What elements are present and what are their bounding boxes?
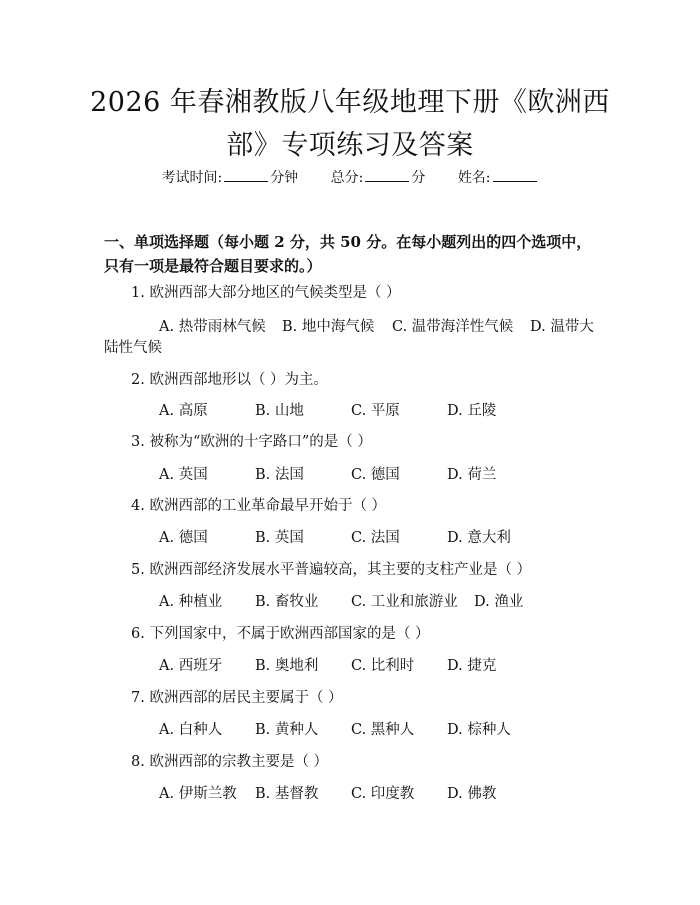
option-a: A. 热带雨林气候 (159, 319, 266, 335)
option-a: A. 德国 (159, 530, 208, 546)
question-stem: 8. 欧洲西部的宗教主要是（ ） (131, 754, 329, 770)
question-options (159, 590, 523, 611)
title-line-2: 部》专项练习及答案 (226, 130, 474, 161)
question-options (159, 526, 543, 547)
score-blank (365, 169, 409, 182)
option-c: C. 德国 (351, 467, 400, 483)
option-b: B. 山地 (255, 403, 304, 419)
option-a: A. 西班牙 (159, 658, 223, 674)
question-options (159, 718, 543, 739)
option-a: A. 高原 (159, 403, 208, 419)
option-c: C. 比利时 (351, 658, 415, 674)
option-d: D. 荷兰 (447, 467, 497, 483)
question-stem: 3. 被称为“欧洲的十字路口”的是（ ） (131, 434, 372, 450)
option-b: B. 地中海气候 (282, 319, 375, 335)
question-stem: 4. 欧洲西部的工业革命最早开始于（ ） (131, 498, 387, 514)
option-c: C. 工业和旅游业 (351, 594, 458, 610)
time-field: 考试时间: 分钟 (161, 170, 299, 186)
option-a: A. 伊斯兰教 (159, 786, 237, 802)
option-a: A. 种植业 (159, 594, 223, 610)
question-options (159, 654, 543, 675)
question-stem: 2. 欧洲西部地形以（ ）为主。 (131, 372, 329, 388)
option-c: C. 印度教 (351, 786, 415, 802)
section-heading: 一、单项选择题（每小题 2 分，共 50 分。在每小题列出的四个选项中，只有一项是最符合题目要求的。） (104, 233, 592, 275)
option-b: B. 基督教 (255, 786, 319, 802)
option-b: B. 法国 (255, 467, 304, 483)
option-c: C. 平原 (351, 403, 400, 419)
option-d: D. 佛教 (447, 786, 497, 802)
option-c: C. 黑种人 (351, 722, 415, 738)
time-blank (224, 169, 268, 182)
option-d: D. 意大利 (447, 530, 511, 546)
option-a: A. 白种人 (159, 722, 223, 738)
option-b: B. 畜牧业 (255, 594, 319, 610)
option-a: A. 英国 (159, 467, 208, 483)
exam-meta (0, 167, 700, 187)
option-wrap: 陆性气候 (104, 340, 162, 356)
question-options (159, 463, 543, 484)
question-stem: 7. 欧洲西部的居民主要属于（ ） (131, 690, 343, 706)
question-options (159, 399, 543, 420)
question-stem: 1. 欧洲西部大部分地区的气候类型是（ ） (131, 285, 401, 301)
document-title (70, 81, 630, 167)
score-field: 总分: 分 (330, 170, 426, 186)
question-options (159, 315, 594, 336)
question-options (159, 782, 543, 803)
option-d: D. 温带大 (530, 319, 594, 335)
name-field: 姓名: (458, 167, 539, 187)
title-line-1: 2026 年春湘教版八年级地理下册《欧洲西 (90, 87, 610, 118)
option-b: B. 英国 (255, 530, 304, 546)
name-blank (493, 169, 537, 182)
option-d: D. 丘陵 (447, 403, 497, 419)
question-stem: 5. 欧洲西部经济发展水平普遍较高，其主要的支柱产业是（ ） (131, 562, 532, 578)
option-d: D. 捷克 (447, 658, 497, 674)
option-d: D. 棕种人 (447, 722, 511, 738)
option-b: B. 黄种人 (255, 722, 319, 738)
option-d: D. 渔业 (474, 594, 524, 610)
question-stem: 6. 下列国家中，不属于欧洲西部国家的是（ ） (131, 626, 430, 642)
option-c: C. 温带海洋性气候 (392, 319, 514, 335)
option-b: B. 奥地利 (255, 658, 319, 674)
option-c: C. 法国 (351, 530, 400, 546)
